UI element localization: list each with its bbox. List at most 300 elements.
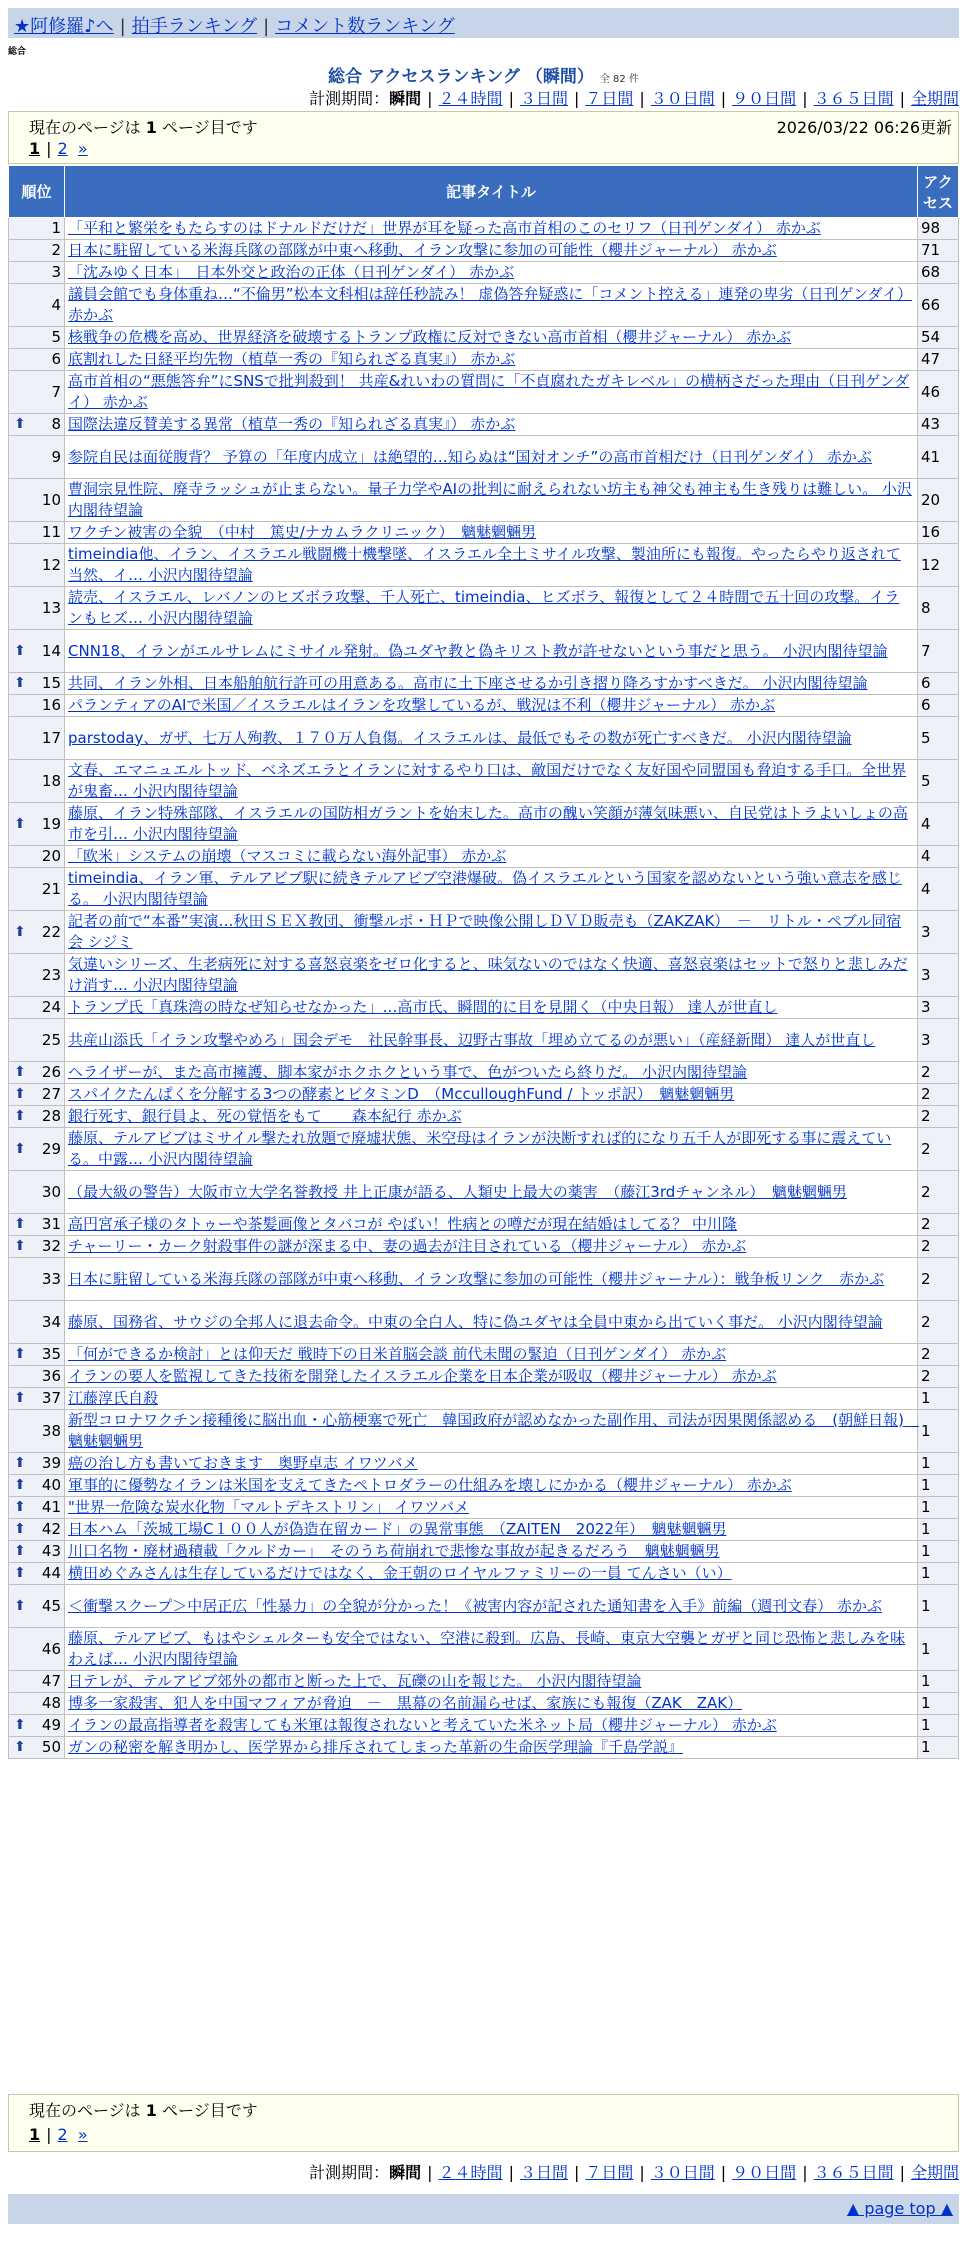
article-link[interactable]: parstoday、ガザ、七万人殉教、１７０万人負傷。イスラエルは、最低でもその数が死亡すべきだ。 小沢内閣待望論 xyxy=(68,728,852,747)
title-cell xyxy=(65,846,918,868)
rank-number: 46 xyxy=(41,1639,61,1658)
rank-number: 14 xyxy=(41,641,61,660)
rank-cell xyxy=(9,1106,65,1128)
access-count: 2 xyxy=(918,1344,959,1366)
rank-cell xyxy=(9,436,65,479)
title-cell xyxy=(65,479,918,522)
access-count: 46 xyxy=(918,371,959,414)
title-cell xyxy=(65,349,918,371)
period-separator: | xyxy=(899,2163,905,2182)
rank-cell xyxy=(9,1301,65,1344)
period-link-6[interactable]: ３６５日間 xyxy=(813,89,894,108)
period-label: 計測期間： xyxy=(309,89,390,108)
article-link[interactable]: 日テレが、テルアビブ郊外の都市と断った上で、瓦礫の山を報じた。 小沢内閣待望論 xyxy=(68,1672,642,1690)
title-cell xyxy=(65,522,918,544)
pager-separator: | xyxy=(46,2125,52,2144)
article-link[interactable]: 「沈みゆく日本」 日本外交と政治の正体（日刊ゲンダイ） 赤かぶ xyxy=(68,263,515,281)
rank-cell xyxy=(9,1171,65,1214)
article-link[interactable]: 読売、イスラエル、レバノンのヒズボラ攻撃、千人死亡、timeindia、ヒズボラ、報復として２４時間で五十回の攻撃。イランもヒズ… 小沢内閣待望論 xyxy=(68,588,900,627)
period-separator: | xyxy=(508,2163,514,2182)
access-count: 12 xyxy=(918,544,959,587)
access-count: 47 xyxy=(918,349,959,371)
rank-number: 39 xyxy=(41,1454,61,1472)
rank-cell xyxy=(9,911,65,954)
article-link[interactable]: 癌の治し方も書いておきます 奥野卓志 イワツバメ xyxy=(68,1454,418,1472)
table-row xyxy=(9,630,959,673)
article-link[interactable]: 核戦争の危機を高め、世界経済を破壊するトランプ政権に反対できない高市首相（櫻井ジャーナル） 赤かぶ xyxy=(68,328,792,346)
article-link[interactable]: 博多一家殺害、犯人を中国マフィアが脅迫 － 黒幕の名前漏らせば、家族にも報復（ZAK ZAK） xyxy=(68,1694,743,1712)
article-link[interactable]: 曹洞宗見性院、廃寺ラッシュが止まらない。量子力学やAIの批判に耐えられない坊主も神父も神主も生き残りは難しい。 小沢内閣待望論 xyxy=(68,480,912,519)
title-header: 記事タイトル xyxy=(65,166,918,218)
table-row xyxy=(9,284,959,327)
article-link[interactable]: CNN18、イランがエルサレムにミサイル発射。偽ユダヤ教と偽キリスト教が許せないという事だと思う。 小沢内閣待望論 xyxy=(68,641,888,660)
period-link-1[interactable]: ２４時間 xyxy=(438,2163,503,2182)
table-row xyxy=(9,1062,959,1084)
table-row xyxy=(9,717,959,760)
period-link-6[interactable]: ３６５日間 xyxy=(813,2163,894,2182)
title-cell xyxy=(65,1301,918,1344)
rank-cell xyxy=(9,695,65,717)
table-row xyxy=(9,479,959,522)
current-page-number: 1 xyxy=(145,2101,157,2120)
table-row xyxy=(9,868,959,911)
article-link[interactable]: 江藤淳氏自殺 xyxy=(68,1389,159,1407)
rank-up-arrow-icon: ⬆ xyxy=(14,1238,26,1254)
access-count: 4 xyxy=(918,846,959,868)
table-row xyxy=(9,587,959,630)
article-link[interactable]: イランの最高指導者を殺害しても米軍は報復されないと考えていた米ネット局（櫻井ジャーナル） 赤かぶ xyxy=(68,1716,777,1734)
access-header: アクセス xyxy=(918,166,959,218)
title-cell xyxy=(65,1062,918,1084)
rank-cell xyxy=(9,371,65,414)
article-link[interactable]: 藤原、イラン特殊部隊、イスラエルの国防相ガラントを始末した。高市の醜い笑顔が薄気味悪い、自民党はトラよいしょの高市を引… 小沢内閣待望論 xyxy=(68,804,908,843)
rank-cell xyxy=(9,522,65,544)
access-count: 1 xyxy=(918,1693,959,1715)
table-row xyxy=(9,240,959,262)
period-separator: | xyxy=(639,2163,645,2182)
table-row xyxy=(9,1715,959,1737)
access-count: 4 xyxy=(918,868,959,911)
total-count: 全 82 件 xyxy=(599,74,639,85)
period-link-2[interactable]: ３日間 xyxy=(519,2163,568,2182)
nav-separator: | xyxy=(263,16,270,37)
rank-up-arrow-icon: ⬆ xyxy=(14,1543,26,1559)
article-link[interactable]: 国際法違反賛美する異常（植草一秀の『知られざる真実』） 赤かぶ xyxy=(68,415,516,433)
period-separator: | xyxy=(573,2163,580,2182)
title-cell xyxy=(65,1628,918,1671)
article-link[interactable]: 議員会館でも身体重ね…“不倫男”松本文科相は辞任秒読み！ 虚偽答弁疑惑に「コメント控える」連発の卑劣（日刊ゲンダイ） 赤かぶ xyxy=(68,285,913,324)
rank-cell xyxy=(9,1019,65,1062)
nav-separator: | xyxy=(119,16,126,37)
article-link[interactable]: ＜衝撃スクープ＞中居正広「性暴力」の全貌が分かった！《被害内容が記された通知書を入手》前編（週刊文春） 赤かぶ xyxy=(68,1596,883,1615)
period-link-1[interactable]: ２４時間 xyxy=(438,89,503,108)
article-link[interactable]: トランプ氏「真珠湾の時なぜ知らせなかった」…高市氏、瞬間的に目を見開く（中央日報） 達人が世直し xyxy=(68,998,778,1016)
access-count: 6 xyxy=(918,695,959,717)
rank-cell xyxy=(9,760,65,803)
table-row xyxy=(9,1171,959,1214)
article-link[interactable]: 藤原、テルアビブ、もはやシェルターも安全ではない、空港に殺到。広島、長崎、東京大空襲とガザと同じ恐怖と悲しみを味わえば… 小沢内閣待望論 xyxy=(68,1629,906,1668)
rank-cell xyxy=(9,218,65,240)
period-link-7[interactable]: 全期間 xyxy=(910,89,959,108)
table-row xyxy=(9,1475,959,1497)
article-link[interactable]: ヘライザーが、また高市擁護、脚本家がホクホクという事で、色がついたら終りだ。 小沢内閣待望論 xyxy=(68,1063,748,1081)
title-cell xyxy=(65,717,918,760)
rank-cell xyxy=(9,1671,65,1693)
page-info-top xyxy=(8,111,959,164)
access-count: 1 xyxy=(918,1475,959,1497)
table-row xyxy=(9,1214,959,1236)
access-count: 1 xyxy=(918,1497,959,1519)
access-count: 2 xyxy=(918,1171,959,1214)
rank-number: 44 xyxy=(41,1564,61,1582)
title-cell xyxy=(65,1128,918,1171)
access-count: 1 xyxy=(918,1519,959,1541)
period-selector-bottom xyxy=(309,2160,959,2183)
page-info-text xyxy=(29,2098,258,2121)
article-link[interactable]: 藤原、国務省、サウジの全邦人に退去命令。中東の全白人、特に偽ユダヤは全員中東から出ていく事だ。 小沢内閣待望論 xyxy=(68,1312,883,1331)
table-row xyxy=(9,522,959,544)
rank-cell xyxy=(9,954,65,997)
table-row xyxy=(9,1519,959,1541)
table-row xyxy=(9,1671,959,1693)
rank-number: 13 xyxy=(41,598,61,617)
rank-up-arrow-icon: ⬆ xyxy=(14,1108,26,1124)
rank-number: 42 xyxy=(41,1520,61,1538)
rank-number: 35 xyxy=(41,1345,61,1363)
rank-cell xyxy=(9,349,65,371)
title-cell xyxy=(65,997,918,1019)
period-separator: | xyxy=(802,2163,808,2182)
title-cell xyxy=(65,1453,918,1475)
rank-number: 34 xyxy=(41,1312,61,1331)
rank-cell xyxy=(9,1628,65,1671)
article-link[interactable]: 日本に駐留している米海兵隊の部隊が中東へ移動、イラン攻撃に参加の可能性（櫻井ジャーナル） 赤かぶ xyxy=(68,241,777,259)
article-link[interactable]: スパイクたんぱくを分解する3つの酵素とビタミンD （McculloughFund / トッポ訳） 魑魅魍魎男 xyxy=(68,1085,735,1103)
article-link[interactable]: ガンの秘密を解き明かし、医学界から排斥されてしまった革新の生命医学理論『千島学説』 xyxy=(68,1738,684,1756)
period-link-7[interactable]: 全期間 xyxy=(910,2163,959,2182)
title-cell xyxy=(65,1671,918,1693)
rank-number: 28 xyxy=(41,1107,61,1125)
article-link[interactable]: パランティアのAIで米国／イスラエルはイランを攻撃しているが、戦況は不利（櫻井ジャーナル） 赤かぶ xyxy=(68,696,776,714)
pager xyxy=(29,139,88,158)
page-title xyxy=(0,62,967,87)
rank-cell xyxy=(9,1258,65,1301)
article-link[interactable]: 日本に駐留している米海兵隊の部隊が中東へ移動、イラン攻撃に参加の可能性（櫻井ジャーナル）：戦争板リンク 赤かぶ xyxy=(68,1269,885,1288)
period-current: 瞬間 xyxy=(389,2163,422,2182)
title-cell xyxy=(65,327,918,349)
rank-number: 48 xyxy=(41,1694,61,1712)
access-count: 3 xyxy=(918,911,959,954)
rank-cell xyxy=(9,1344,65,1366)
clap-ranking-link[interactable]: 拍手ランキング xyxy=(131,16,258,37)
page-info-prefix: 現在のページは xyxy=(29,2101,141,2120)
rank-number: 33 xyxy=(41,1269,61,1288)
rank-number: 20 xyxy=(41,847,61,865)
pager-next[interactable]: » xyxy=(77,139,88,158)
rank-number: 22 xyxy=(41,922,61,941)
rank-cell xyxy=(9,803,65,846)
title-cell xyxy=(65,673,918,695)
page-top-link[interactable]: ▲ page top ▲ xyxy=(846,2199,953,2218)
article-link[interactable]: チャーリー・カーク射殺事件の謎が深まる中、妻の過去が注目されている（櫻井ジャーナル） 赤かぶ xyxy=(68,1237,747,1255)
table-row xyxy=(9,1585,959,1628)
rank-number: 10 xyxy=(41,490,61,509)
table-row xyxy=(9,327,959,349)
access-count: 7 xyxy=(918,630,959,673)
title-cell xyxy=(65,1519,918,1541)
table-row xyxy=(9,544,959,587)
title-cell xyxy=(65,760,918,803)
rank-number: 8 xyxy=(51,415,61,433)
table-row xyxy=(9,1128,959,1171)
rank-cell xyxy=(9,630,65,673)
rank-number: 5 xyxy=(51,328,61,346)
article-link[interactable]: 川口名物・廃材過積載「クルドカー」 そのうち荷崩れで悲惨な事故が起きるだろう 魑魅魍魎男 xyxy=(68,1542,720,1560)
rank-number: 41 xyxy=(41,1498,61,1516)
rank-cell xyxy=(9,997,65,1019)
rank-up-arrow-icon: ⬆ xyxy=(14,1140,26,1157)
rank-cell xyxy=(9,284,65,327)
rank-cell xyxy=(9,868,65,911)
rank-cell xyxy=(9,262,65,284)
article-link[interactable]: 新型コロナワクチン接種後に脳出血・心筋梗塞で死亡 韓国政府が認めなかった副作用、司法が因果関係認める (朝鮮日報) 魑魅魍魎男 xyxy=(68,1411,919,1450)
table-row xyxy=(9,1366,959,1388)
article-link[interactable]: 文春、エマニュエルトッド、ベネズエラとイランに対するやり口は、敵国だけでなく友好国や同盟国も脅迫する手口。全世界が鬼畜… 小沢内閣待望論 xyxy=(68,761,907,800)
table-row xyxy=(9,954,959,997)
ranking-table xyxy=(8,165,959,1759)
period-separator: | xyxy=(427,89,433,108)
article-link[interactable]: 共産山添氏「イラン攻撃やめろ」国会デモ 社民幹事長、辺野古事故「埋め立てるのが悪い」（産経新聞） 達人が世直し xyxy=(68,1030,876,1049)
period-separator: | xyxy=(639,89,645,108)
period-separator: | xyxy=(802,89,808,108)
article-link[interactable]: timeindia、イラン軍、テルアビブ駅に続きテルアビブ空港爆破。偽イスラエルという国家を認めないという強い意志を感じる。 小沢内閣待望論 xyxy=(68,869,902,908)
title-cell xyxy=(65,954,918,997)
title-cell xyxy=(65,1236,918,1258)
table-row xyxy=(9,1301,959,1344)
period-link-4[interactable]: ３０日間 xyxy=(650,89,715,108)
article-link[interactable]: timeindia他、イラン、イスラエル戦闘機十機撃墜、イスラエル全土ミサイル攻撃、製油所にも報復。やったらやり返されて当然、イ… 小沢内閣待望論 xyxy=(68,545,901,584)
access-count: 71 xyxy=(918,240,959,262)
access-count: 16 xyxy=(918,522,959,544)
access-count: 1 xyxy=(918,1715,959,1737)
rank-number: 50 xyxy=(41,1738,61,1756)
article-link[interactable]: 参院自民は面従腹背？ 予算の「年度内成立」は絶望的…知らぬは“国対オンチ”の高市首相だけ（日刊ゲンダイ） 赤かぶ xyxy=(68,447,872,466)
article-link[interactable]: 「欧米」システムの崩壊（マスコミに載らない海外記事） 赤かぶ xyxy=(68,847,507,865)
title-cell xyxy=(65,1585,918,1628)
title-cell xyxy=(65,1366,918,1388)
article-link[interactable]: 日本ハム「茨城工場C１００人が偽造在留カード」の異常事態 （ZAITEN 2022年） 魑魅魍魎男 xyxy=(68,1520,727,1538)
rank-cell xyxy=(9,587,65,630)
article-link[interactable]: "世界一危険な炭水化物「マルトデキストリン」 イワツバメ xyxy=(68,1498,470,1516)
rank-up-arrow-icon: ⬆ xyxy=(14,1739,26,1755)
rank-up-arrow-icon: ⬆ xyxy=(14,1064,26,1080)
access-count: 4 xyxy=(918,803,959,846)
rank-number: 29 xyxy=(41,1139,61,1158)
rank-number: 45 xyxy=(41,1596,61,1615)
access-count: 1 xyxy=(918,1388,959,1410)
page-info-suffix: ページ目です xyxy=(162,2101,258,2120)
title-cell xyxy=(65,1388,918,1410)
rank-number: 11 xyxy=(41,523,61,541)
title-cell xyxy=(65,1737,918,1759)
period-link-3[interactable]: ７日間 xyxy=(585,89,634,108)
rank-cell xyxy=(9,240,65,262)
rank-number: 43 xyxy=(41,1542,61,1560)
rank-cell xyxy=(9,1062,65,1084)
article-link[interactable]: 気違いシリーズ、生老病死に対する喜怒哀楽をゼロ化すると、味気ないのではなく快適、喜怒哀楽はセットで怒りと悲しみだけ消す… 小沢内閣待望論 xyxy=(68,955,908,994)
title-cell xyxy=(65,1344,918,1366)
category-label: 総合 xyxy=(8,47,27,57)
article-link[interactable]: イランの要人を監視してきた技術を開発したイスラエル企業を日本企業が吸収（櫻井ジャーナル） 赤かぶ xyxy=(68,1367,777,1385)
access-count: 2 xyxy=(918,1236,959,1258)
title-cell xyxy=(65,436,918,479)
rank-number: 3 xyxy=(51,263,61,281)
rank-number: 4 xyxy=(51,295,61,314)
article-link[interactable]: 「平和と繁栄をもたらすのはドナルドだけだ」世界が耳を疑った高市首相のこのセリフ（日刊ゲンダイ） 赤かぶ xyxy=(68,219,821,237)
rank-number: 26 xyxy=(41,1063,61,1081)
title-cell xyxy=(65,1410,918,1453)
pager-next[interactable]: » xyxy=(77,2125,88,2144)
article-link[interactable]: 高円宮承子様のタトゥーや茶髪画像とタバコが やばい！性病との噂だが現在結婚はしてる？ 中川隆 xyxy=(68,1215,738,1233)
article-link[interactable]: 「何ができるか検討」とは仰天だ 戦時下の日米首脳会談 前代未聞の緊迫（日刊ゲンダイ） 赤かぶ xyxy=(68,1345,727,1363)
title-cell xyxy=(65,868,918,911)
access-count: 8 xyxy=(918,587,959,630)
access-count: 1 xyxy=(918,1737,959,1759)
table-row xyxy=(9,414,959,436)
title-cell xyxy=(65,544,918,587)
table-row xyxy=(9,436,959,479)
title-cell xyxy=(65,1497,918,1519)
rank-cell xyxy=(9,1236,65,1258)
page-info-suffix: ページ目です xyxy=(162,118,258,137)
rank-cell xyxy=(9,1737,65,1759)
article-link[interactable]: 底割れした日経平均先物（植草一秀の『知られざる真実』） 赤かぶ xyxy=(68,350,516,368)
page-info-text xyxy=(29,115,258,138)
article-link[interactable]: 横田めぐみさんは生存しているだけではなく、金王朝のロイヤルファミリーの一員 てんさい（い） xyxy=(68,1564,732,1582)
comment-ranking-link[interactable]: コメント数ランキング xyxy=(275,16,455,37)
rank-up-arrow-icon: ⬆ xyxy=(14,1499,26,1515)
article-link[interactable]: ワクチン被害の全貌 （中村 篤史/ナカムラクリニック） 魑魅魍魎男 xyxy=(68,523,537,541)
access-count: 1 xyxy=(918,1628,959,1671)
top-nav-bar xyxy=(8,8,959,38)
rank-number: 17 xyxy=(41,728,61,747)
ranking-rows xyxy=(9,218,959,1759)
rank-number: 36 xyxy=(41,1367,61,1385)
rank-number: 32 xyxy=(41,1237,61,1255)
rank-number: 31 xyxy=(41,1215,61,1233)
table-row xyxy=(9,1737,959,1759)
table-row xyxy=(9,1563,959,1585)
rank-cell xyxy=(9,327,65,349)
title-cell xyxy=(65,284,918,327)
rank-cell xyxy=(9,673,65,695)
period-link-5[interactable]: ９０日間 xyxy=(732,89,797,108)
pager-page-2[interactable]: 2 xyxy=(57,139,68,158)
period-separator: | xyxy=(720,2163,727,2182)
access-count: 1 xyxy=(918,1671,959,1693)
rank-up-arrow-icon: ⬆ xyxy=(14,1477,26,1493)
period-link-3[interactable]: ７日間 xyxy=(585,2163,634,2182)
rank-cell xyxy=(9,1084,65,1106)
rank-number: 7 xyxy=(51,382,61,401)
title-cell xyxy=(65,1019,918,1062)
period-link-4[interactable]: ３０日間 xyxy=(650,2163,715,2182)
pager-page-2[interactable]: 2 xyxy=(57,2125,68,2144)
current-page-number: 1 xyxy=(145,118,157,137)
title-cell xyxy=(65,1171,918,1214)
table-row xyxy=(9,1344,959,1366)
rank-number: 47 xyxy=(41,1672,61,1690)
pager xyxy=(29,2125,88,2144)
period-link-2[interactable]: ３日間 xyxy=(519,89,568,108)
title-cell xyxy=(65,414,918,436)
title-cell xyxy=(65,1541,918,1563)
rank-number: 9 xyxy=(51,447,61,466)
rank-number: 23 xyxy=(41,965,61,984)
pager-separator: | xyxy=(46,139,52,158)
access-count: 54 xyxy=(918,327,959,349)
title-cell xyxy=(65,1563,918,1585)
rank-number: 18 xyxy=(41,771,61,790)
rank-number: 1 xyxy=(51,219,61,237)
rank-cell xyxy=(9,544,65,587)
rank-cell xyxy=(9,479,65,522)
article-link[interactable]: （最大級の警告）大阪市立大学名誉教授 井上正康が語る、人類史上最大の薬害 （藤江3rdチャンネル） 魑魅魍魎男 xyxy=(68,1182,847,1201)
access-count: 5 xyxy=(918,717,959,760)
title-cell xyxy=(65,1106,918,1128)
article-link[interactable]: 高市首相の“悪態答弁”にSNSで批判殺到！ 共産&れいわの質問に「不貞腐れたガキレベル」の横柄さだった理由（日刊ゲンダイ） 赤かぶ xyxy=(68,372,910,411)
home-link[interactable]: ★阿修羅♪へ xyxy=(14,16,114,37)
table-row xyxy=(9,673,959,695)
table-row xyxy=(9,1693,959,1715)
table-row xyxy=(9,1388,959,1410)
period-link-5[interactable]: ９０日間 xyxy=(732,2163,797,2182)
access-count: 2 xyxy=(918,1214,959,1236)
rank-cell xyxy=(9,1497,65,1519)
article-link[interactable]: 銀行死す、銀行員よ、死の覚悟をもて 森本紀行 赤かぶ xyxy=(68,1107,462,1125)
rank-cell xyxy=(9,1388,65,1410)
rank-cell xyxy=(9,1128,65,1171)
table-row xyxy=(9,803,959,846)
title-cell xyxy=(65,240,918,262)
table-row xyxy=(9,695,959,717)
period-separator: | xyxy=(508,89,514,108)
title-cell xyxy=(65,911,918,954)
access-count: 43 xyxy=(918,414,959,436)
rank-number: 6 xyxy=(51,350,61,368)
footer-bar xyxy=(8,2194,959,2224)
table-row xyxy=(9,846,959,868)
table-row xyxy=(9,1453,959,1475)
rank-number: 49 xyxy=(41,1716,61,1734)
rank-up-arrow-icon: ⬆ xyxy=(14,1216,26,1232)
table-row xyxy=(9,1019,959,1062)
rank-up-arrow-icon: ⬆ xyxy=(14,1346,26,1362)
page-title-text: 総合 アクセスランキング （瞬間） xyxy=(328,67,594,87)
article-link[interactable]: 藤原、テルアビブはミサイル撃たれ放題で廃墟状態、米空母はイランが決断すれば的になり五千人が即死する事に震えている。中露… 小沢内閣待望論 xyxy=(68,1129,892,1168)
rank-up-arrow-icon: ⬆ xyxy=(14,1565,26,1581)
table-row xyxy=(9,1258,959,1301)
article-link[interactable]: 共同、イラン外相、日本船舶航行許可の用意ある。高市に土下座させるか引き摺り降ろすかすべきだ。 小沢内閣待望論 xyxy=(68,674,868,692)
period-selector-top xyxy=(309,86,959,109)
title-cell xyxy=(65,1084,918,1106)
article-link[interactable]: 記者の前で“本番”実演…秋田ＳＥＸ教団、衝撃ルポ・ＨＰで映像公開しＤＶＤ販売も（ZAKZAK） － リトル・ペブル同宿会 シジミ xyxy=(68,912,902,951)
rank-cell xyxy=(9,1541,65,1563)
article-link[interactable]: 軍事的に優勢なイランは米国を支えてきたペトロダラーの仕組みを壊しにかかる（櫻井ジャーナル） 赤かぶ xyxy=(68,1476,792,1494)
rank-cell xyxy=(9,1563,65,1585)
rank-cell xyxy=(9,1519,65,1541)
access-count: 2 xyxy=(918,1258,959,1301)
